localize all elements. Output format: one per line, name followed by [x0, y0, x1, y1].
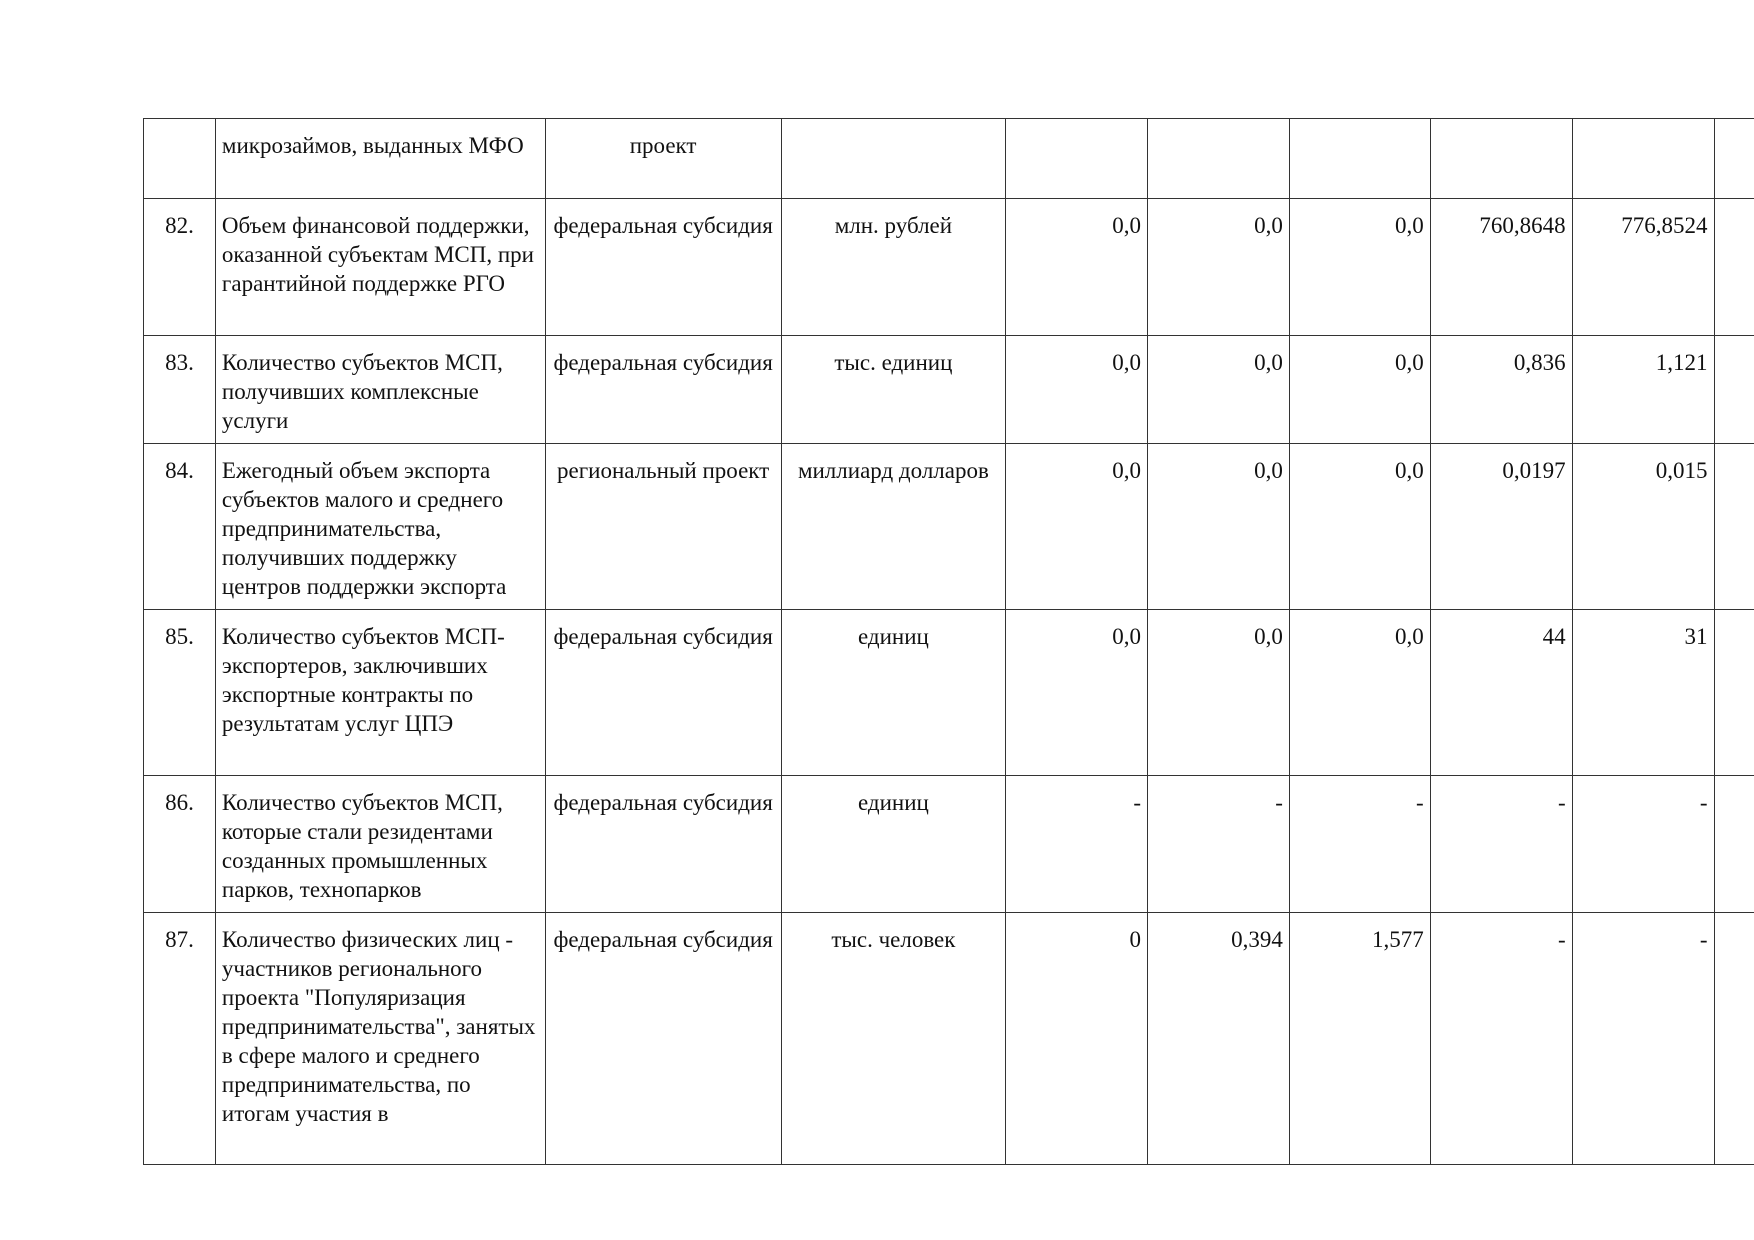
row-number: 82.: [144, 199, 216, 336]
indicator-unit: миллиард долларов: [781, 444, 1006, 610]
row-number: [144, 119, 216, 199]
value-cell: 0,0: [1289, 336, 1430, 444]
value-cell: 0: [1006, 913, 1148, 1165]
indicator-unit: единиц: [781, 610, 1006, 776]
indicator-source: проект: [545, 119, 781, 199]
value-cell: 0,0: [1289, 199, 1430, 336]
value-cell: -: [1572, 776, 1714, 913]
indicator-source: федеральная субсидия: [545, 913, 781, 1165]
table-row: [144, 119, 1754, 199]
value-cell: 0,0: [1289, 610, 1430, 776]
value-cell: 0,394: [1148, 913, 1290, 1165]
value-cell: 0,836: [1430, 336, 1572, 444]
value-cell: 0,0: [1289, 444, 1430, 610]
value-cell: 0,0: [1006, 199, 1148, 336]
indicator-source: федеральная субсидия: [545, 199, 781, 336]
value-cell: [1289, 119, 1430, 199]
indicator-source: федеральная субсидия: [545, 776, 781, 913]
value-cell: -: [1289, 776, 1430, 913]
indicator-name: Ежегодный объем экспорта субъектов малого и среднего предпринимательства, получивших поддержку центров поддержки экспорта: [215, 444, 545, 610]
row-number: 86.: [144, 776, 216, 913]
truncated-cell: [1714, 199, 1754, 336]
truncated-cell: [1714, 119, 1754, 199]
table-row: [144, 336, 1754, 444]
value-cell: -: [1572, 913, 1714, 1165]
value-cell: 0,0197: [1430, 444, 1572, 610]
value-cell: -: [1430, 913, 1572, 1165]
value-cell: 1,577: [1289, 913, 1430, 1165]
indicator-source: региональный проект: [545, 444, 781, 610]
table-row: [144, 913, 1754, 1165]
indicator-name: микрозаймов, выданных МФО: [215, 119, 545, 199]
indicator-name: Количество физических лиц - участников регионального проекта "Популяризация предпринимательства", занятых в сфере малого и среднего предпринимательства, по итогам участия в: [215, 913, 545, 1165]
truncated-cell: [1714, 913, 1754, 1165]
indicators-table: [143, 118, 1754, 1165]
row-number: 85.: [144, 610, 216, 776]
value-cell: 760,8648: [1430, 199, 1572, 336]
indicator-name: Количество субъектов МСП, получивших комплексные услуги: [215, 336, 545, 444]
value-cell: [1148, 119, 1290, 199]
indicator-unit: единиц: [781, 776, 1006, 913]
value-cell: 0,015: [1572, 444, 1714, 610]
value-cell: -: [1430, 776, 1572, 913]
truncated-cell: [1714, 336, 1754, 444]
table-row: [144, 610, 1754, 776]
value-cell: -: [1148, 776, 1290, 913]
value-cell: 0,0: [1148, 610, 1290, 776]
value-cell: -: [1006, 776, 1148, 913]
table-row: [144, 776, 1754, 913]
value-cell: 1,121: [1572, 336, 1714, 444]
indicator-name: Объем финансовой поддержки, оказанной субъектам МСП, при гарантийной поддержке РГО: [215, 199, 545, 336]
value-cell: 0,0: [1006, 336, 1148, 444]
value-cell: 0,0: [1148, 199, 1290, 336]
indicator-source: федеральная субсидия: [545, 610, 781, 776]
truncated-cell: [1714, 610, 1754, 776]
value-cell: [1572, 119, 1714, 199]
table-row: [144, 444, 1754, 610]
indicator-name: Количество субъектов МСП, которые стали резидентами созданных промышленных парков, технопарков: [215, 776, 545, 913]
value-cell: 0,0: [1148, 444, 1290, 610]
row-number: 83.: [144, 336, 216, 444]
indicator-unit: млн. рублей: [781, 199, 1006, 336]
truncated-cell: [1714, 444, 1754, 610]
value-cell: [1430, 119, 1572, 199]
table-row: [144, 199, 1754, 336]
value-cell: 0,0: [1006, 610, 1148, 776]
indicator-source: федеральная субсидия: [545, 336, 781, 444]
indicator-unit: тыс. человек: [781, 913, 1006, 1165]
row-number: 87.: [144, 913, 216, 1165]
value-cell: 0,0: [1006, 444, 1148, 610]
value-cell: [1006, 119, 1148, 199]
value-cell: 0,0: [1148, 336, 1290, 444]
row-number: 84.: [144, 444, 216, 610]
value-cell: 31: [1572, 610, 1714, 776]
indicator-name: Количество субъектов МСП-экспортеров, заключивших экспортные контракты по результатам услуг ЦПЭ: [215, 610, 545, 776]
truncated-cell: [1714, 776, 1754, 913]
value-cell: 776,8524: [1572, 199, 1714, 336]
value-cell: 44: [1430, 610, 1572, 776]
indicator-unit: [781, 119, 1006, 199]
indicator-unit: тыс. единиц: [781, 336, 1006, 444]
